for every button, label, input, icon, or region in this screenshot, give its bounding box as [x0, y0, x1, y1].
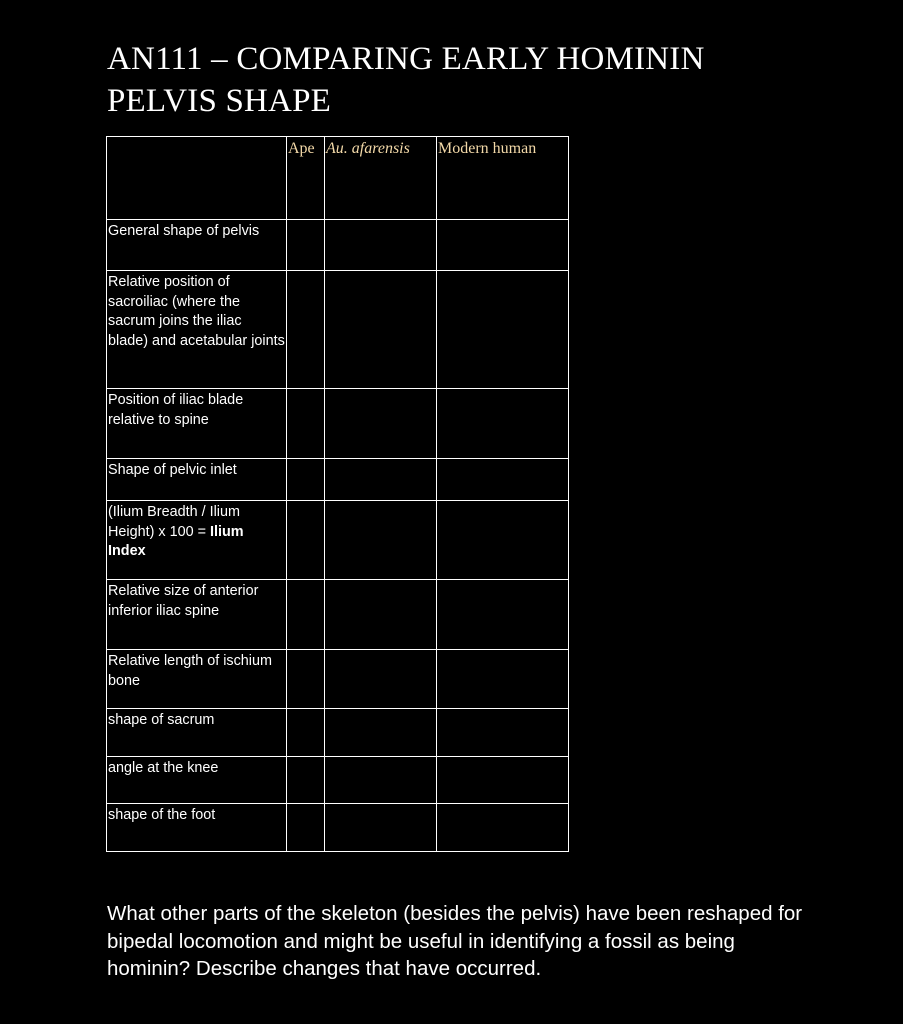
row-label-general-shape: General shape of pelvis — [107, 220, 287, 271]
header-modern-human: Modern human — [437, 137, 569, 220]
table-row — [107, 709, 569, 757]
cell-modern-human[interactable] — [437, 501, 569, 580]
cell-modern-human[interactable] — [437, 220, 569, 271]
cell-au-afarensis[interactable] — [325, 220, 437, 271]
row-label-sacrum: shape of sacrum — [107, 709, 287, 757]
cell-ape[interactable] — [287, 580, 325, 650]
cell-au-afarensis[interactable] — [325, 757, 437, 804]
cell-modern-human[interactable] — [437, 271, 569, 389]
cell-au-afarensis[interactable] — [325, 459, 437, 501]
row-label-knee: angle at the knee — [107, 757, 287, 804]
row-label-ilium-index — [107, 501, 287, 580]
table-row — [107, 459, 569, 501]
page-title — [107, 38, 705, 122]
title-line-2: PELVIS SHAPE — [107, 83, 331, 119]
cell-modern-human[interactable] — [437, 459, 569, 501]
cell-modern-human[interactable] — [437, 709, 569, 757]
cell-au-afarensis[interactable] — [325, 389, 437, 459]
cell-ape[interactable] — [287, 501, 325, 580]
cell-modern-human[interactable] — [437, 389, 569, 459]
table-row — [107, 650, 569, 709]
cell-ape[interactable] — [287, 757, 325, 804]
header-cell-empty — [107, 137, 287, 220]
cell-au-afarensis[interactable] — [325, 650, 437, 709]
cell-modern-human[interactable] — [437, 650, 569, 709]
header-au-afarensis: Au. afarensis — [325, 137, 437, 220]
cell-au-afarensis[interactable] — [325, 271, 437, 389]
table-row — [107, 804, 569, 852]
row-label-ischium: Relative length of ischium bone — [107, 650, 287, 709]
comparison-table — [106, 136, 569, 852]
cell-ape[interactable] — [287, 271, 325, 389]
header-row — [107, 137, 569, 220]
cell-ape[interactable] — [287, 459, 325, 501]
cell-au-afarensis[interactable] — [325, 501, 437, 580]
row-label-iliac-blade: Position of iliac blade relative to spine — [107, 389, 287, 459]
cell-ape[interactable] — [287, 650, 325, 709]
row-label-sacroiliac: Relative position of sacroiliac (where the sacrum joins the iliac blade) and acetabular joints — [107, 271, 287, 389]
question-text: What other parts of the skeleton (besides the pelvis) have been reshaped for bipedal locomotion and might be useful in identifying a fossil as being hominin? Describe changes that have occurred. — [107, 902, 803, 981]
ilium-index-formula: (Ilium Breadth / Ilium Height) x 100 = — [108, 504, 240, 540]
cell-ape[interactable] — [287, 389, 325, 459]
cell-ape[interactable] — [287, 709, 325, 757]
title-line-1: AN111 – COMPARING EARLY HOMININ — [107, 41, 705, 77]
cell-au-afarensis[interactable] — [325, 804, 437, 852]
table-row — [107, 389, 569, 459]
ilium-index-term: Ilium Index — [108, 523, 244, 559]
cell-au-afarensis[interactable] — [325, 580, 437, 650]
row-label-iliac-spine: Relative size of anterior inferior iliac spine — [107, 580, 287, 650]
cell-modern-human[interactable] — [437, 804, 569, 852]
cell-ape[interactable] — [287, 804, 325, 852]
table-row — [107, 501, 569, 580]
table-row — [107, 757, 569, 804]
cell-ape[interactable] — [287, 220, 325, 271]
cell-au-afarensis[interactable] — [325, 709, 437, 757]
table-row — [107, 220, 569, 271]
cell-modern-human[interactable] — [437, 580, 569, 650]
header-ape: Ape — [287, 137, 325, 220]
row-label-pelvic-inlet: Shape of pelvic inlet — [107, 459, 287, 501]
table-row — [107, 271, 569, 389]
cell-modern-human[interactable] — [437, 757, 569, 804]
table-row — [107, 580, 569, 650]
row-label-foot: shape of the foot — [107, 804, 287, 852]
